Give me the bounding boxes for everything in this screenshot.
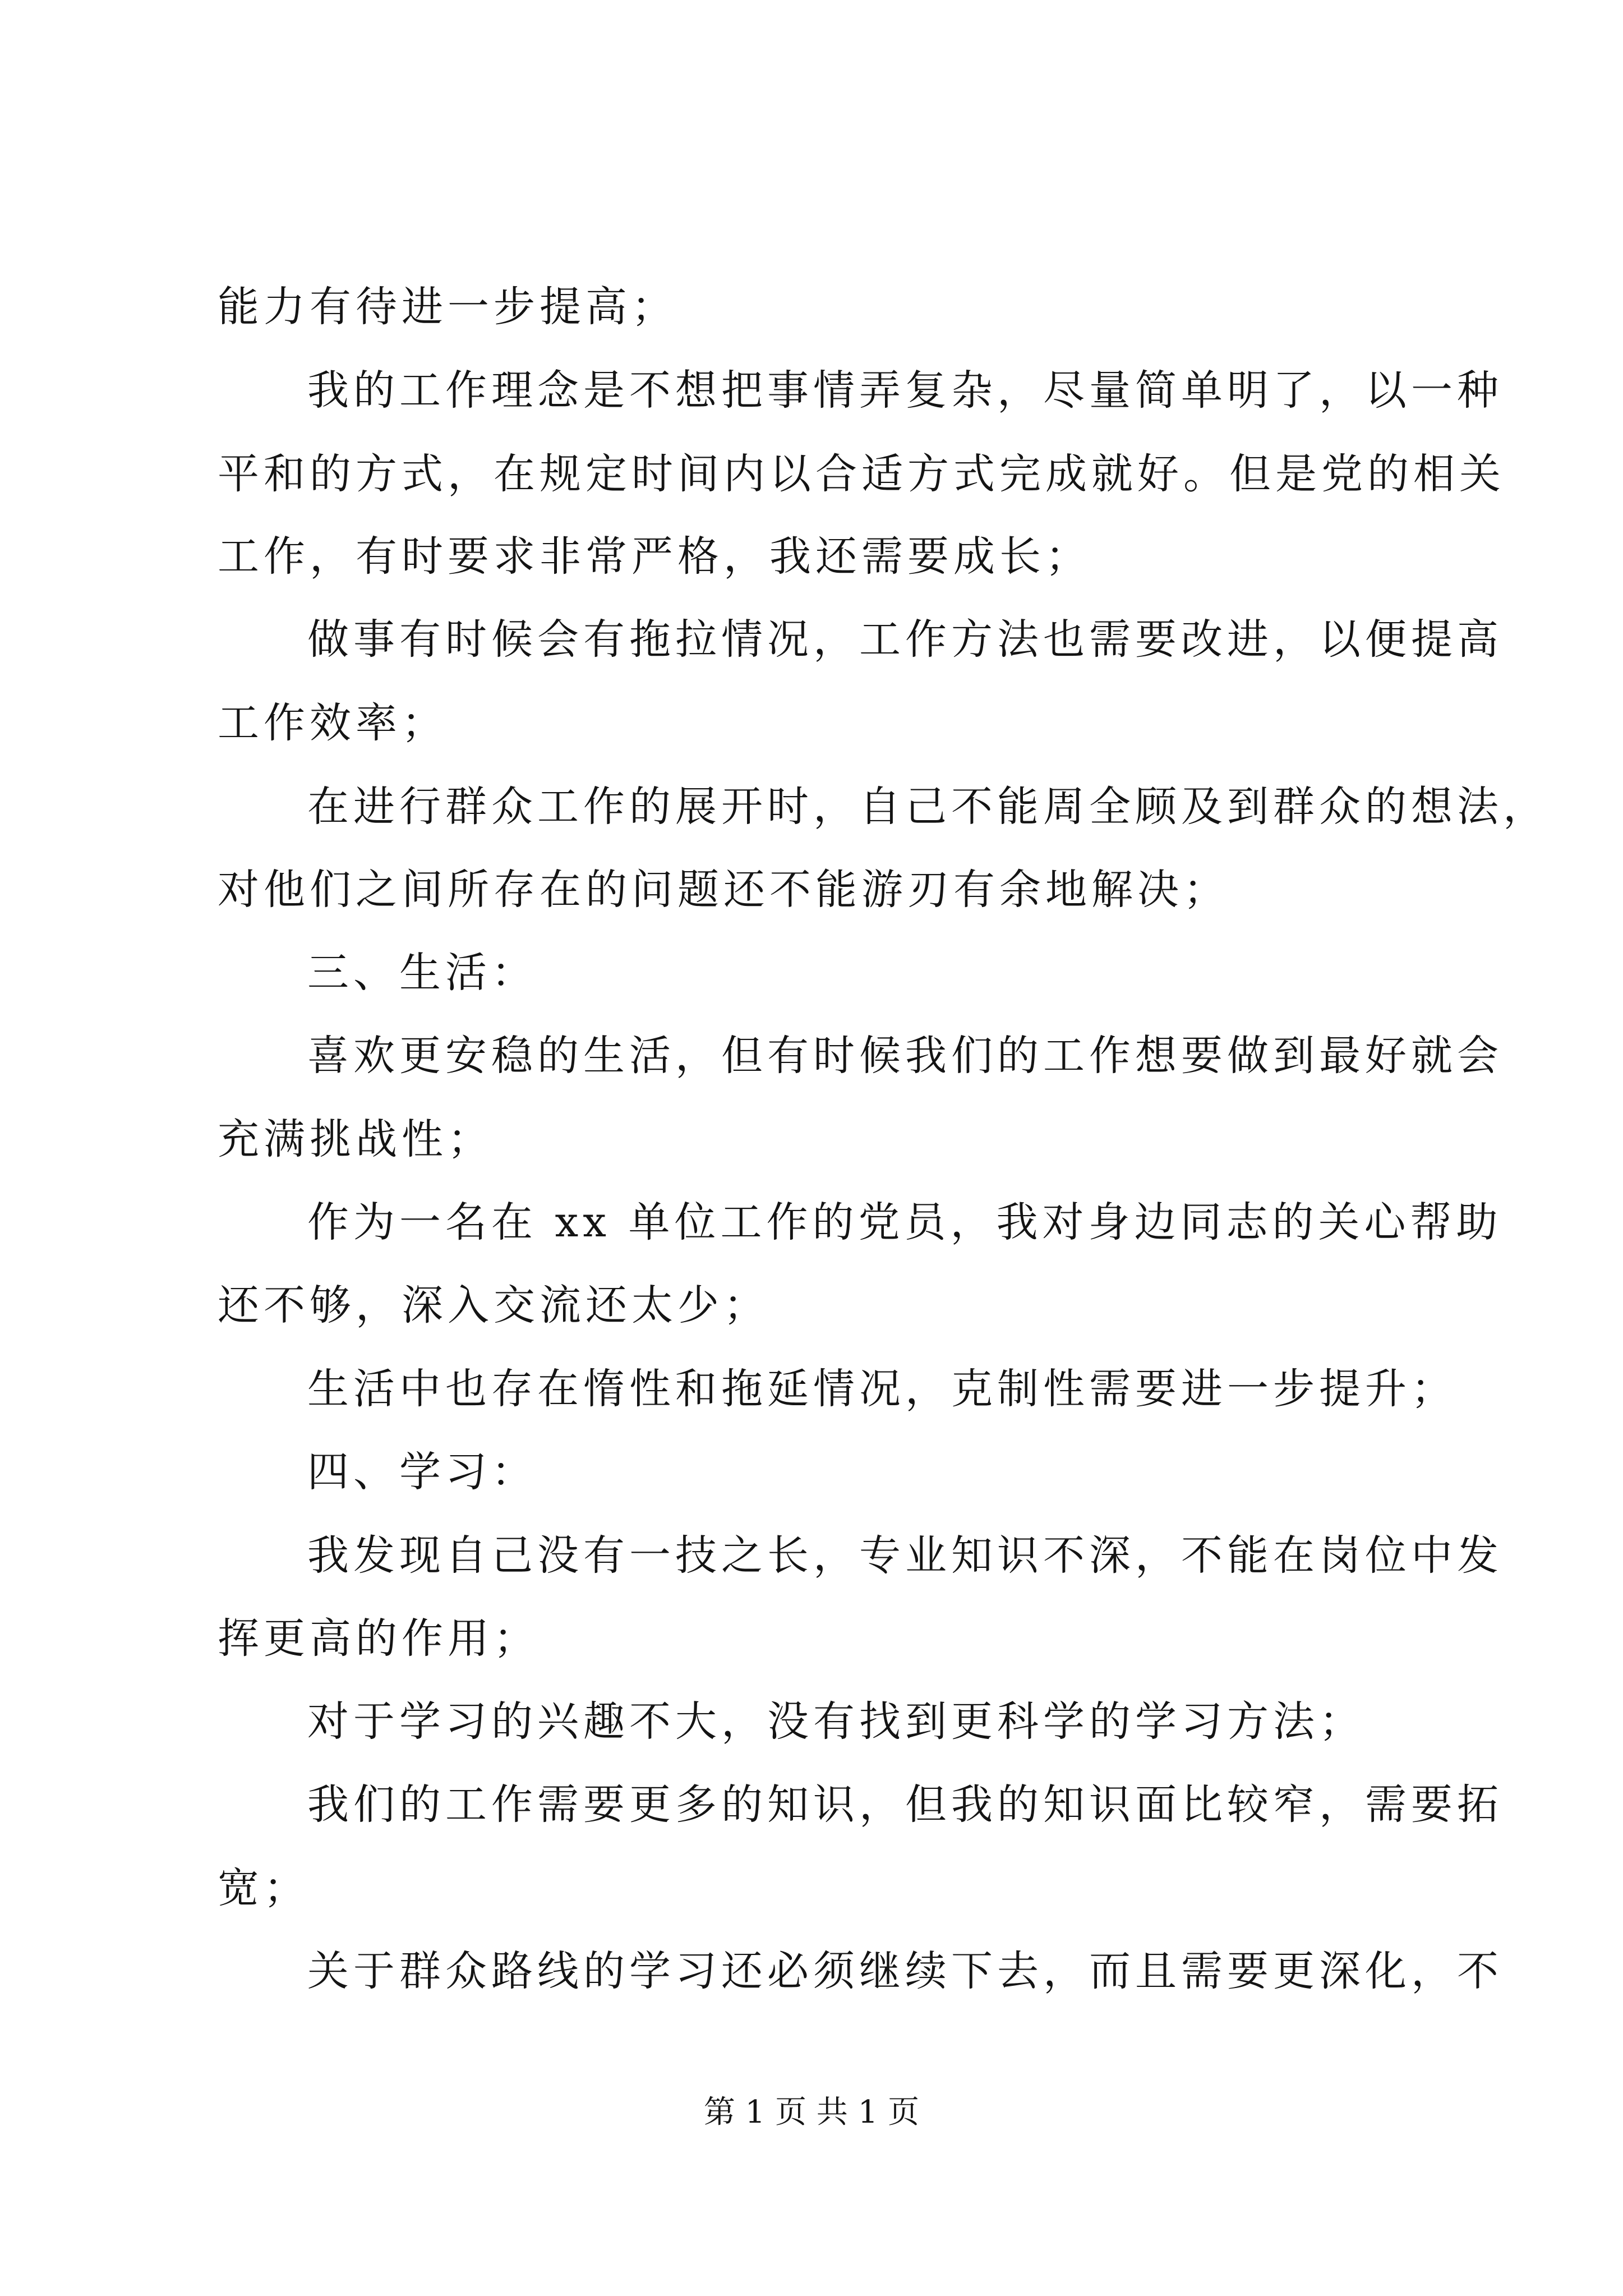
text-line: 工作，有时要求非常严格，我还需要成长； (218, 532, 1091, 581)
text-line: 生活中也存在惰性和拖延情况，克制性需要进一步提升； (307, 1365, 1457, 1413)
text-line: 在进行群众工作的展开时，自己不能周全顾及到群众的想法， (307, 783, 1549, 831)
text-line: 平和的方式，在规定时间内以合适方式完成就好。但是党的相关 (218, 450, 1505, 498)
text-line: 对于学习的兴趣不大，没有找到更科学的学习方法； (307, 1697, 1365, 1746)
text-line: 还不够，深入交流还太少； (218, 1281, 769, 1329)
section-heading: 四、学习： (307, 1448, 537, 1496)
text-line: 我发现自己没有一技之长，专业知识不深，不能在岗位中发 (307, 1531, 1503, 1580)
text-line: 对他们之间所存在的问题还不能游刃有余地解决； (218, 866, 1229, 914)
text-line: 能力有待进一步提高； (218, 283, 677, 331)
text-line: 关于群众路线的学习还必须继续下去，而且需要更深化，不 (307, 1947, 1503, 1995)
text-line: 我们的工作需要更多的知识，但我的知识面比较窄，需要拓 (307, 1780, 1503, 1829)
text-line: 作为一名在 xx 单位工作的党员，我对身边同志的关心帮助 (307, 1198, 1502, 1246)
text-line: 充满挑战性； (218, 1115, 494, 1163)
text-line: 做事有时候会有拖拉情况，工作方法也需要改进，以便提高 (307, 615, 1503, 664)
text-line: 挥更高的作用； (218, 1614, 540, 1663)
text-line: 喜欢更安稳的生活，但有时候我们的工作想要做到最好就会 (307, 1032, 1503, 1080)
section-heading: 三、生活： (307, 949, 537, 997)
page-footer: 第 1 页 共 1 页 (703, 2094, 920, 2131)
text-line: 我的工作理念是不想把事情弄复杂，尽量简单明了，以一种 (307, 366, 1503, 415)
text-line: 宽； (218, 1864, 310, 1912)
text-line: 工作效率； (218, 699, 448, 747)
